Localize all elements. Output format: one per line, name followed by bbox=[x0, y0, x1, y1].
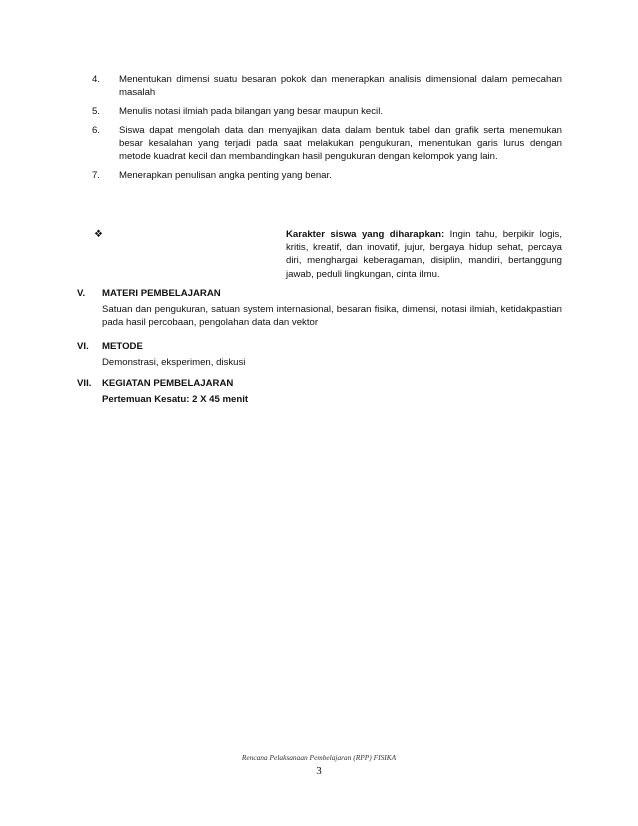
diamond-bullet-icon: ❖ bbox=[94, 229, 103, 240]
list-item bbox=[92, 73, 562, 99]
section-title: MATERI PEMBELAJARAN bbox=[102, 288, 221, 299]
section-number: VI. bbox=[77, 341, 89, 352]
item-text: Menerapkan penulisan angka penting yang benar. bbox=[119, 169, 332, 181]
list-item bbox=[92, 124, 562, 164]
item-text: Menulis notasi ilmiah pada bilangan yang besar maupun kecil. bbox=[119, 105, 383, 117]
item-text: Menentukan dimensi suatu besaran pokok dan menerapkan analisis dimensional dalam pemecahan masalah bbox=[119, 74, 562, 99]
section-body: Demonstrasi, eksperimen, diskusi bbox=[102, 357, 246, 368]
section-body: Pertemuan Kesatu: 2 X 45 menit bbox=[102, 394, 249, 405]
item-number: 7. bbox=[92, 169, 101, 181]
section-number: V. bbox=[77, 288, 86, 299]
item-number: 4. bbox=[92, 74, 101, 85]
section-number: VII. bbox=[77, 378, 92, 389]
page-number: 3 bbox=[316, 765, 322, 777]
objectives-list bbox=[92, 73, 562, 187]
section-title: METODE bbox=[102, 341, 143, 352]
item-number: 5. bbox=[92, 105, 101, 117]
list-item bbox=[92, 169, 562, 182]
section-body: Satuan dan pengukuran, satuan system internasional, besaran fisika, dimensi, notasi ilmiah, ketidakpastian pada hasil percobaan, pengolahan data dan vektor bbox=[102, 304, 562, 329]
page-footer bbox=[0, 753, 638, 777]
list-item bbox=[92, 105, 562, 118]
karakter-values: Ingin tahu, berpikir logis, kritis, kreatif, dan inovatif, jujur, bergaya hidup sehat, percaya diri, menghargai keberagaman, disiplin, mandiri, bertanggung jawab, peduli lingkungan, cinta ilmu. bbox=[286, 229, 563, 280]
item-text: Siswa dapat mengolah data dan menyajikan data dalam bentuk tabel dan grafik serta menemukan besar kesalahan yang terjadi pada saat melakukan pengukuran, menentukan garis lurus dengan metode kuadrat kecil dan membandingkan hasil pengukuran dengan kelompok yang lain. bbox=[119, 124, 562, 163]
item-number: 6. bbox=[92, 124, 101, 136]
karakter-label: Karakter siswa yang diharapkan: bbox=[286, 229, 445, 240]
section-title: KEGIATAN PEMBELAJARAN bbox=[102, 378, 234, 389]
karakter-text bbox=[286, 228, 562, 281]
footer-title: Rencana Pelaksanaan Pembelajaran (RPP) FISIKA bbox=[241, 753, 397, 762]
